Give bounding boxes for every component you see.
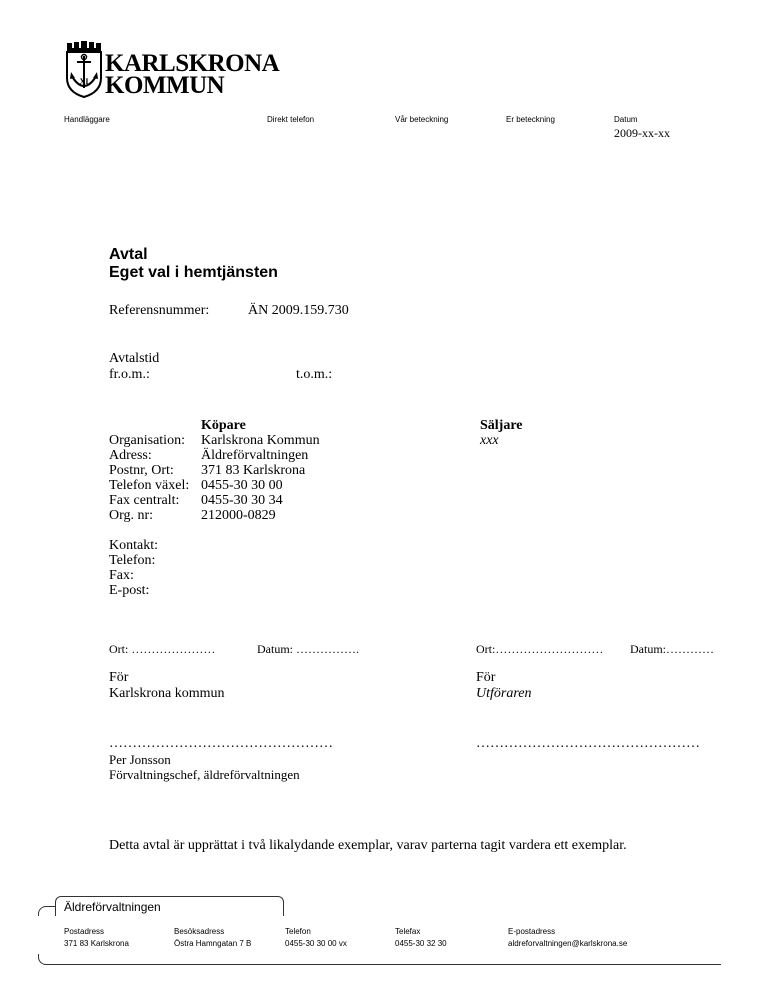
left-for: För xyxy=(109,670,129,685)
footer-besoksadress-label: Besöksadress xyxy=(174,927,225,936)
buyer-row-label: Organisation: xyxy=(109,433,185,448)
var-beteckning-label: Vår beteckning xyxy=(395,115,449,124)
coat-of-arms-icon xyxy=(64,40,104,98)
right-party: Utföraren xyxy=(476,686,532,701)
datum-value: 2009-xx-xx xyxy=(614,126,670,140)
footer-postadress-label: Postadress xyxy=(64,927,105,936)
footer-besoksadress-value: Östra Hamngatan 7 B xyxy=(174,939,252,948)
footer-postadress-value: 371 83 Karlskrona xyxy=(64,939,129,948)
buyer-row-value: 0455-30 30 34 xyxy=(201,493,283,508)
buyer-row xyxy=(109,508,320,523)
buyer-row-label: Telefon växel: xyxy=(109,478,190,493)
reference-label: Referensnummer: xyxy=(109,303,210,318)
footer-epost-value: aldreforvaltningen@karlskrona.se xyxy=(508,939,628,948)
contact-label: Kontakt: xyxy=(109,538,158,553)
seller-value: xxx xyxy=(480,433,499,448)
period-from: fr.o.m.: xyxy=(109,367,150,382)
footer-telefon-label: Telefon xyxy=(285,927,311,936)
buyer-row-value: 0455-30 30 00 xyxy=(201,478,283,493)
buyer-row-label: Fax centralt: xyxy=(109,493,180,508)
buyer-row xyxy=(109,463,320,478)
buyer-details xyxy=(109,433,320,523)
karlskrona-logo xyxy=(64,40,284,100)
contact-label: Fax: xyxy=(109,568,134,583)
document-subtitle: Eget val i hemtjänsten xyxy=(109,264,278,281)
buyer-row xyxy=(109,478,320,493)
logo-line-1: KARLSKRONA xyxy=(105,50,280,77)
buyer-row xyxy=(109,433,320,448)
signer-title: Förvaltningschef, äldreförvaltningen xyxy=(109,767,300,782)
left-datum: Datum: ……………. xyxy=(257,642,359,656)
logo-line-2: KOMMUN xyxy=(105,72,225,99)
closing-statement: Detta avtal är upprättat i två likalydande exemplar, varav parterna tagit vardera ett exemplar. xyxy=(109,838,627,853)
left-party: Karlskrona kommun xyxy=(109,686,225,701)
right-datum: Datum:………… xyxy=(630,642,714,656)
buyer-row-label: Adress: xyxy=(109,448,152,463)
buyer-row xyxy=(109,448,320,463)
buyer-row xyxy=(109,493,320,508)
footer-telefon-value: 0455-30 30 00 vx xyxy=(285,939,347,948)
buyer-row-label: Postnr, Ort: xyxy=(109,463,174,478)
right-signature-line: ………………………………………… xyxy=(476,736,700,751)
period-to: t.o.m.: xyxy=(296,367,333,382)
er-beteckning-label: Er beteckning xyxy=(506,115,555,124)
buyer-row-value: 212000-0829 xyxy=(201,508,276,523)
handlaggare-label: Handläggare xyxy=(64,115,110,124)
footer-frame-curve xyxy=(38,906,56,916)
document-title: Avtal xyxy=(109,246,148,263)
contact-block xyxy=(109,538,158,598)
footer-department: Äldreförvaltningen xyxy=(64,900,161,914)
footer-telefax-label: Telefax xyxy=(395,927,421,936)
footer-epost-label: E-postadress xyxy=(508,927,556,936)
footer-frame xyxy=(38,954,721,965)
right-ort: Ort:……………………… xyxy=(476,642,604,656)
buyer-row-value: Äldreförvaltningen xyxy=(201,448,309,463)
signer-name: Per Jonsson xyxy=(109,752,171,767)
left-signature-line: ………………………………………… xyxy=(109,736,333,751)
contact-label: Telefon: xyxy=(109,553,156,568)
seller-heading: Säljare xyxy=(480,418,523,433)
footer-department-tab xyxy=(55,896,284,916)
buyer-row-value: 371 83 Karlskrona xyxy=(201,463,306,478)
period-label: Avtalstid xyxy=(109,351,160,366)
left-ort: Ort: ………………… xyxy=(109,642,216,656)
buyer-row-label: Org. nr: xyxy=(109,508,154,523)
datum-label: Datum xyxy=(614,115,638,124)
buyer-heading: Köpare xyxy=(201,418,246,433)
direkt-telefon-label: Direkt telefon xyxy=(267,115,315,124)
buyer-row-value: Karlskrona Kommun xyxy=(201,433,320,448)
reference-value: ÄN 2009.159.730 xyxy=(248,303,349,318)
svg-text:XI: XI xyxy=(79,77,89,86)
right-for: För xyxy=(476,670,496,685)
footer-telefax-value: 0455-30 32 30 xyxy=(395,939,447,948)
contact-label: E-post: xyxy=(109,583,150,598)
